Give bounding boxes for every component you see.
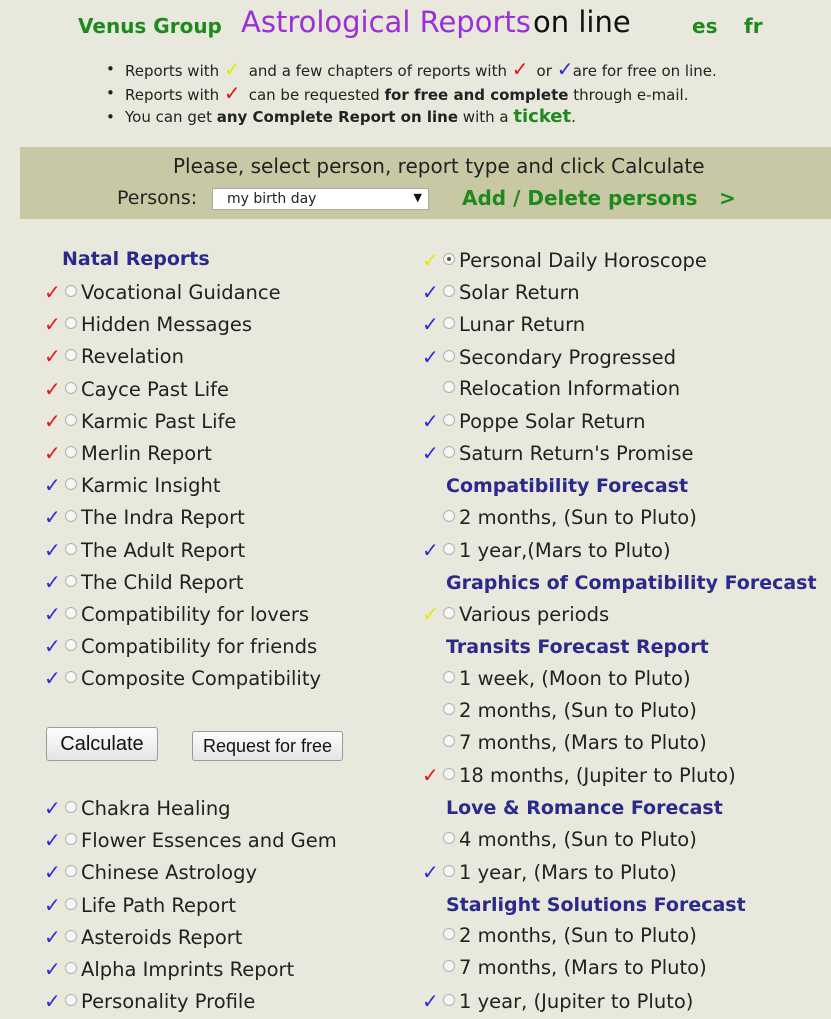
report-option[interactable] — [44, 505, 245, 535]
check-red-icon: ✓ — [44, 280, 61, 304]
report-option[interactable] — [422, 248, 707, 278]
report-option[interactable] — [422, 763, 736, 793]
transits-forecast-heading: Transits Forecast Report — [446, 636, 709, 659]
note-text: and a few chapters of reports with — [248, 62, 507, 80]
check-red-icon: ✓ — [44, 408, 61, 433]
radio-button[interactable] — [65, 962, 77, 974]
report-label: Alpha Imprints Report — [81, 958, 295, 981]
check-blue-icon: ✓ — [44, 924, 61, 949]
compatibility-forecast-heading: Compatibility Forecast — [446, 475, 689, 498]
note-text: Reports with — [125, 86, 220, 104]
report-label: 7 months, (Mars to Pluto) — [459, 731, 707, 754]
report-label: Secondary Progressed — [459, 345, 677, 369]
note-text: Reports with — [125, 62, 220, 80]
note-text: with a — [462, 108, 509, 126]
note-text: through e-mail. — [573, 86, 689, 104]
report-label: 1 year,(Mars to Pluto) — [459, 538, 671, 562]
persons-select-value: my birth day — [227, 191, 317, 207]
report-label: Personality Profile — [81, 990, 256, 1014]
report-label: 1 year, (Jupiter to Pluto) — [459, 989, 694, 1013]
report-label: Various periods — [459, 603, 610, 627]
dropdown-arrow-icon: ▼ — [413, 191, 422, 204]
report-label: Flower Essences and Gem — [81, 829, 337, 853]
report-option[interactable] — [422, 989, 693, 1019]
add-delete-persons-arrow[interactable]: > — [719, 186, 736, 210]
report-label: Karmic Past Life — [81, 409, 237, 433]
report-option[interactable] — [422, 345, 676, 375]
radio-button[interactable] — [443, 928, 455, 940]
check-red-icon: ✓ — [422, 763, 439, 788]
report-option[interactable] — [44, 957, 294, 987]
report-label: 2 months, (Sun to Pluto) — [459, 505, 697, 529]
radio-button[interactable] — [65, 671, 77, 683]
report-option[interactable] — [422, 441, 694, 471]
love-romance-heading: Love & Romance Forecast — [446, 797, 723, 820]
note-bold: any Complete Report on line — [216, 108, 459, 126]
check-blue-icon: ✓ — [422, 280, 439, 305]
report-option[interactable] — [422, 409, 646, 439]
radio-button[interactable] — [65, 478, 77, 490]
report-option[interactable] — [422, 280, 580, 310]
report-option[interactable] — [44, 602, 309, 632]
lang-fr-link[interactable]: fr — [744, 14, 763, 38]
radio-button[interactable] — [65, 382, 77, 394]
check-blue-icon: ✓ — [422, 537, 439, 562]
report-option[interactable] — [422, 377, 680, 407]
report-option[interactable] — [44, 473, 220, 503]
radio-button[interactable] — [65, 446, 77, 458]
radio-button[interactable] — [65, 575, 77, 587]
report-option[interactable] — [44, 796, 231, 826]
report-option[interactable] — [422, 699, 697, 729]
check-yellow-icon: ✓ — [422, 248, 439, 272]
report-label: Vocational Guidance — [81, 281, 281, 304]
add-delete-persons-link[interactable]: Add / Delete persons — [462, 186, 698, 210]
natal-reports-heading: Natal Reports — [62, 248, 210, 270]
report-option[interactable] — [422, 924, 697, 954]
graphics-compatibility-heading: Graphics of Compatibility Forecast — [446, 572, 817, 594]
check-yellow-icon: ✓ — [422, 602, 439, 627]
report-option[interactable] — [422, 828, 697, 858]
check-red-icon: ✓ — [44, 344, 61, 369]
radio-button[interactable] — [65, 801, 77, 813]
check-blue-icon: ✓ — [422, 409, 439, 433]
page-title-suffix: on line — [533, 5, 631, 39]
report-option[interactable] — [44, 925, 242, 955]
check-blue-icon: ✓ — [44, 796, 61, 820]
radio-button[interactable] — [65, 833, 77, 845]
report-option[interactable] — [44, 570, 244, 600]
report-option[interactable] — [422, 602, 609, 632]
report-label: Saturn Return's Promise — [459, 442, 694, 466]
report-option[interactable] — [422, 538, 671, 568]
check-blue-icon: ✓ — [44, 602, 61, 626]
radio-button[interactable] — [65, 898, 77, 910]
radio-button[interactable] — [443, 607, 455, 619]
radio-button[interactable] — [443, 317, 455, 329]
radio-button[interactable] — [65, 317, 77, 329]
radio-button[interactable] — [65, 510, 77, 522]
report-label: Chinese Astrology — [81, 861, 258, 885]
check-blue-icon: ✓ — [44, 666, 61, 691]
report-label: Cayce Past Life — [81, 377, 230, 401]
radio-button[interactable] — [443, 446, 455, 458]
radio-button[interactable] — [65, 607, 77, 619]
report-label: The Adult Report — [81, 538, 246, 562]
request-free-button[interactable]: Request for free — [192, 731, 343, 761]
report-option[interactable] — [44, 312, 252, 342]
check-red-icon: ✓ — [44, 312, 61, 337]
report-label: Asteroids Report — [81, 925, 243, 949]
starlight-solutions-heading: Starlight Solutions Forecast — [446, 894, 746, 916]
report-label: Merlin Report — [81, 442, 212, 465]
report-label: The Child Report — [81, 570, 244, 594]
radio-button[interactable] — [443, 703, 455, 715]
report-label: Solar Return — [459, 281, 580, 305]
report-option[interactable] — [44, 860, 257, 890]
radio-button[interactable] — [65, 994, 77, 1006]
note-1 — [104, 58, 717, 82]
report-label: Relocation Information — [459, 376, 681, 400]
report-label: Karmic Insight — [81, 474, 221, 498]
persons-label: Persons: — [117, 187, 198, 209]
report-label: 2 months, (Sun to Pluto) — [459, 698, 697, 722]
calculate-button[interactable]: Calculate — [46, 727, 158, 761]
radio-button[interactable] — [443, 832, 455, 844]
check-blue-icon: ✓ — [44, 860, 61, 885]
panel-instruction: Please, select person, report type and click Calculate — [173, 154, 705, 178]
report-option[interactable] — [44, 441, 212, 471]
report-option[interactable] — [422, 956, 707, 986]
report-option[interactable] — [422, 860, 677, 890]
radio-button[interactable] — [443, 285, 455, 297]
report-label: 1 year, (Mars to Pluto) — [459, 860, 677, 884]
radio-button[interactable] — [65, 285, 77, 297]
note-text: are for free on line. — [572, 62, 717, 80]
report-option[interactable] — [44, 409, 236, 439]
radio-button[interactable] — [65, 414, 77, 426]
radio-button[interactable] — [65, 639, 77, 651]
report-label: Composite Compatibility — [81, 667, 322, 691]
check-yellow-icon: ✓ — [223, 57, 241, 81]
check-red-icon: ✓ — [511, 57, 529, 81]
report-option[interactable] — [422, 731, 707, 761]
report-label: Compatibility for lovers — [81, 603, 310, 626]
report-option[interactable] — [422, 312, 585, 342]
report-label: 2 months, (Sun to Pluto) — [459, 924, 697, 948]
note-text: can be requested — [248, 86, 380, 104]
note-text: You can get — [125, 108, 212, 126]
check-blue-icon: ✓ — [422, 441, 439, 466]
report-label: 7 months, (Mars to Pluto) — [459, 956, 707, 980]
report-label: Personal Daily Horoscope — [459, 249, 707, 272]
report-label: Poppe Solar Return — [459, 410, 646, 433]
check-blue-icon: ✓ — [44, 634, 61, 659]
check-blue-icon: ✓ — [44, 473, 61, 498]
check-blue-icon: ✓ — [44, 957, 61, 981]
check-blue-icon: ✓ — [422, 312, 439, 337]
radio-button[interactable] — [443, 414, 455, 426]
report-label: 18 months, (Jupiter to Pluto) — [459, 764, 736, 788]
report-label: Lunar Return — [459, 313, 586, 337]
report-option[interactable] — [422, 506, 697, 536]
check-blue-icon: ✓ — [44, 505, 61, 530]
report-option[interactable] — [44, 538, 245, 568]
radio-button[interactable] — [443, 543, 455, 555]
check-blue-icon: ✓ — [556, 57, 574, 81]
radio-button[interactable] — [443, 671, 455, 683]
note-text: or — [536, 62, 552, 80]
radio-button[interactable] — [65, 865, 77, 877]
report-option[interactable] — [44, 280, 281, 310]
report-label: Hidden Messages — [81, 313, 253, 337]
check-blue-icon: ✓ — [44, 569, 61, 594]
info-notes — [104, 58, 717, 128]
check-red-icon: ✓ — [44, 376, 61, 401]
brand-link[interactable]: Venus Group — [78, 14, 222, 38]
ticket-link[interactable]: ticket — [513, 106, 572, 127]
note-bold: for free and complete — [384, 86, 569, 104]
radio-button[interactable] — [443, 510, 455, 522]
report-label: Compatibility for friends — [81, 635, 318, 659]
report-label: 4 months, (Sun to Pluto) — [459, 827, 697, 851]
note-3 — [104, 106, 717, 128]
note-2 — [104, 82, 717, 106]
report-option[interactable] — [44, 377, 229, 407]
report-option[interactable] — [44, 989, 255, 1019]
check-blue-icon: ✓ — [44, 828, 61, 853]
report-option[interactable] — [44, 666, 321, 696]
radio-button[interactable] — [443, 253, 455, 265]
radio-button[interactable] — [443, 350, 455, 362]
report-label: Chakra Healing — [81, 797, 231, 820]
radio-button[interactable] — [443, 768, 455, 780]
persons-select[interactable] — [212, 188, 429, 210]
radio-button[interactable] — [443, 865, 455, 877]
lang-es-link[interactable]: es — [692, 14, 718, 38]
radio-button[interactable] — [65, 930, 77, 942]
report-label: Revelation — [81, 345, 184, 369]
report-option[interactable] — [44, 344, 184, 374]
radio-button[interactable] — [65, 543, 77, 555]
check-red-icon: ✓ — [223, 81, 241, 105]
report-option[interactable] — [422, 667, 691, 697]
report-label: Life Path Report — [81, 893, 237, 917]
check-red-icon: ✓ — [44, 441, 61, 465]
radio-button[interactable] — [443, 381, 455, 393]
check-blue-icon: ✓ — [44, 989, 61, 1014]
report-option[interactable] — [44, 828, 337, 858]
report-option[interactable] — [44, 893, 236, 923]
report-label: The Indra Report — [81, 506, 245, 530]
report-label: 1 week, (Moon to Pluto) — [459, 666, 691, 690]
check-blue-icon: ✓ — [422, 344, 439, 369]
page-title: Astrological Reports — [241, 5, 531, 39]
check-blue-icon: ✓ — [44, 892, 61, 917]
note-text: . — [571, 108, 576, 126]
report-option[interactable] — [44, 634, 317, 664]
radio-button[interactable] — [443, 960, 455, 972]
check-blue-icon: ✓ — [422, 988, 439, 1013]
check-blue-icon: ✓ — [44, 537, 61, 562]
radio-button[interactable] — [443, 735, 455, 747]
radio-button[interactable] — [65, 349, 77, 361]
check-blue-icon: ✓ — [422, 859, 439, 884]
